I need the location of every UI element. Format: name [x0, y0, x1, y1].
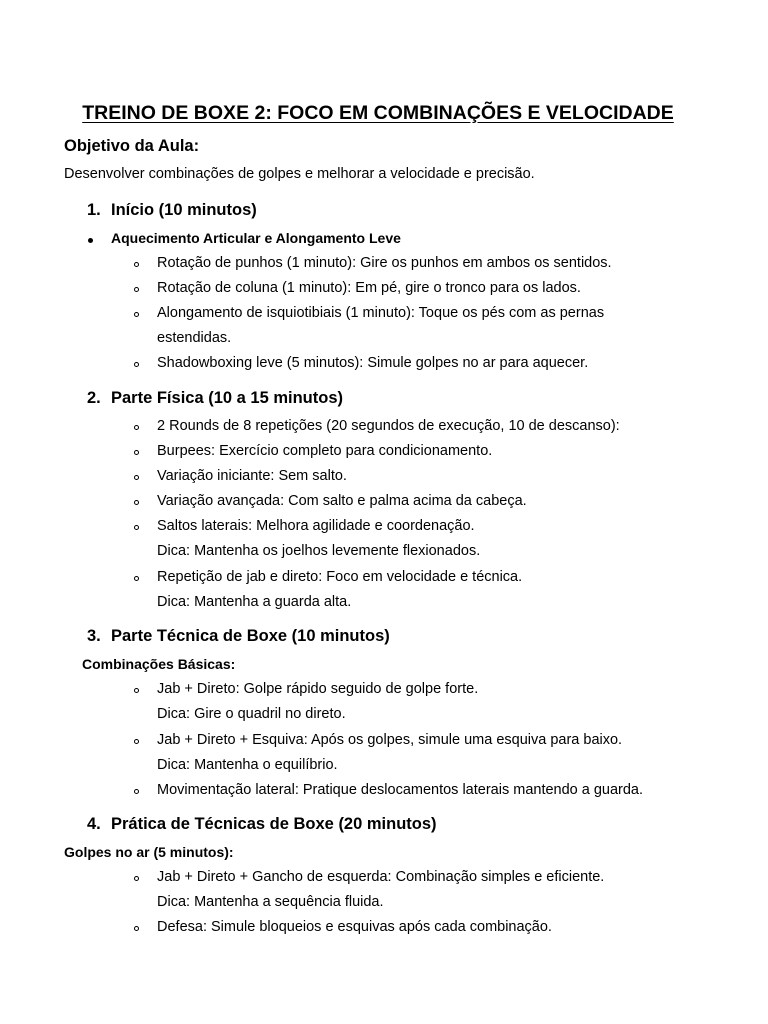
bullet-circle-icon [134, 450, 139, 455]
section-4-subheading: Golpes no ar (5 minutos): [64, 844, 234, 860]
list-item: Jab + Direto + Esquiva: Após os golpes, simule uma esquiva para baixo. [157, 732, 623, 748]
bullet-circle-icon [134, 262, 139, 267]
bullet-circle-icon [134, 926, 139, 931]
list-item: Saltos laterais: Melhora agilidade e coordenação. [157, 518, 475, 534]
bullet-circle-icon [134, 425, 139, 430]
section-3-heading [87, 627, 390, 646]
list-item: Jab + Direto + Gancho de esquerda: Combinação simples e eficiente. [157, 869, 605, 885]
list-item: Rotação de coluna (1 minuto): Em pé, gire o tronco para os lados. [157, 280, 581, 296]
bullet-circle-icon [134, 475, 139, 480]
bullet-circle-icon [134, 525, 139, 530]
section-2-heading [87, 389, 343, 408]
list-item: Movimentação lateral: Pratique deslocamentos laterais mantendo a guarda. [157, 782, 644, 798]
section-number: 4. [87, 815, 101, 833]
list-item: Repetição de jab e direto: Foco em velocidade e técnica. [157, 569, 523, 585]
section-4-heading [87, 815, 437, 834]
list-item: Rotação de punhos (1 minuto): Gire os punhos em ambos os sentidos. [157, 255, 612, 271]
list-item: Burpees: Exercício completo para condicionamento. [157, 443, 493, 459]
objective-text: Desenvolver combinações de golpes e melhorar a velocidade e precisão. [64, 166, 535, 182]
bullet-disc-icon [88, 238, 93, 243]
bullet-circle-icon [134, 287, 139, 292]
bullet-circle-icon [134, 688, 139, 693]
section-title: Prática de Técnicas de Boxe (20 minutos) [111, 815, 437, 833]
bullet-circle-icon [134, 362, 139, 367]
section-3-subheading: Combinações Básicas: [82, 656, 236, 672]
section-number: 1. [87, 201, 101, 219]
list-item: Shadowboxing leve (5 minutos): Simule golpes no ar para aquecer. [157, 355, 589, 371]
section-title: Parte Técnica de Boxe (10 minutos) [111, 627, 390, 645]
bullet-circle-icon [134, 876, 139, 881]
bullet-circle-icon [134, 576, 139, 581]
section-number: 2. [87, 389, 101, 407]
bullet-circle-icon [134, 500, 139, 505]
list-item: Defesa: Simule bloqueios e esquivas após cada combinação. [157, 919, 552, 935]
list-item-tip: Dica: Mantenha a guarda alta. [157, 594, 352, 610]
section-title: Início (10 minutos) [111, 201, 257, 219]
list-item-tip: Dica: Mantenha a sequência fluida. [157, 894, 384, 910]
list-item: Alongamento de isquiotibiais (1 minuto): Toque os pés com as pernas [157, 305, 605, 321]
list-item-tip: Dica: Mantenha os joelhos levemente flexionados. [157, 543, 481, 559]
bullet-circle-icon [134, 789, 139, 794]
bullet-circle-icon [134, 312, 139, 317]
section-1-bullet: Aquecimento Articular e Alongamento Leve [111, 230, 401, 246]
list-item-tip: Dica: Mantenha o equilíbrio. [157, 757, 338, 773]
section-1-heading [87, 201, 257, 220]
section-number: 3. [87, 627, 101, 645]
list-item: Variação iniciante: Sem salto. [157, 468, 347, 484]
section-title: Parte Física (10 a 15 minutos) [111, 389, 344, 407]
list-item: Variação avançada: Com salto e palma acima da cabeça. [157, 493, 527, 509]
list-item-continuation: estendidas. [157, 330, 232, 346]
objective-heading: Objetivo da Aula: [64, 137, 200, 155]
bullet-circle-icon [134, 739, 139, 744]
list-item-tip: Dica: Gire o quadril no direto. [157, 706, 346, 722]
list-item: Jab + Direto: Golpe rápido seguido de golpe forte. [157, 681, 479, 697]
list-item: 2 Rounds de 8 repetições (20 segundos de execução, 10 de descanso): [157, 418, 620, 434]
document-title: TREINO DE BOXE 2: FOCO EM COMBINAÇÕES E VELOCIDADE [82, 102, 674, 124]
